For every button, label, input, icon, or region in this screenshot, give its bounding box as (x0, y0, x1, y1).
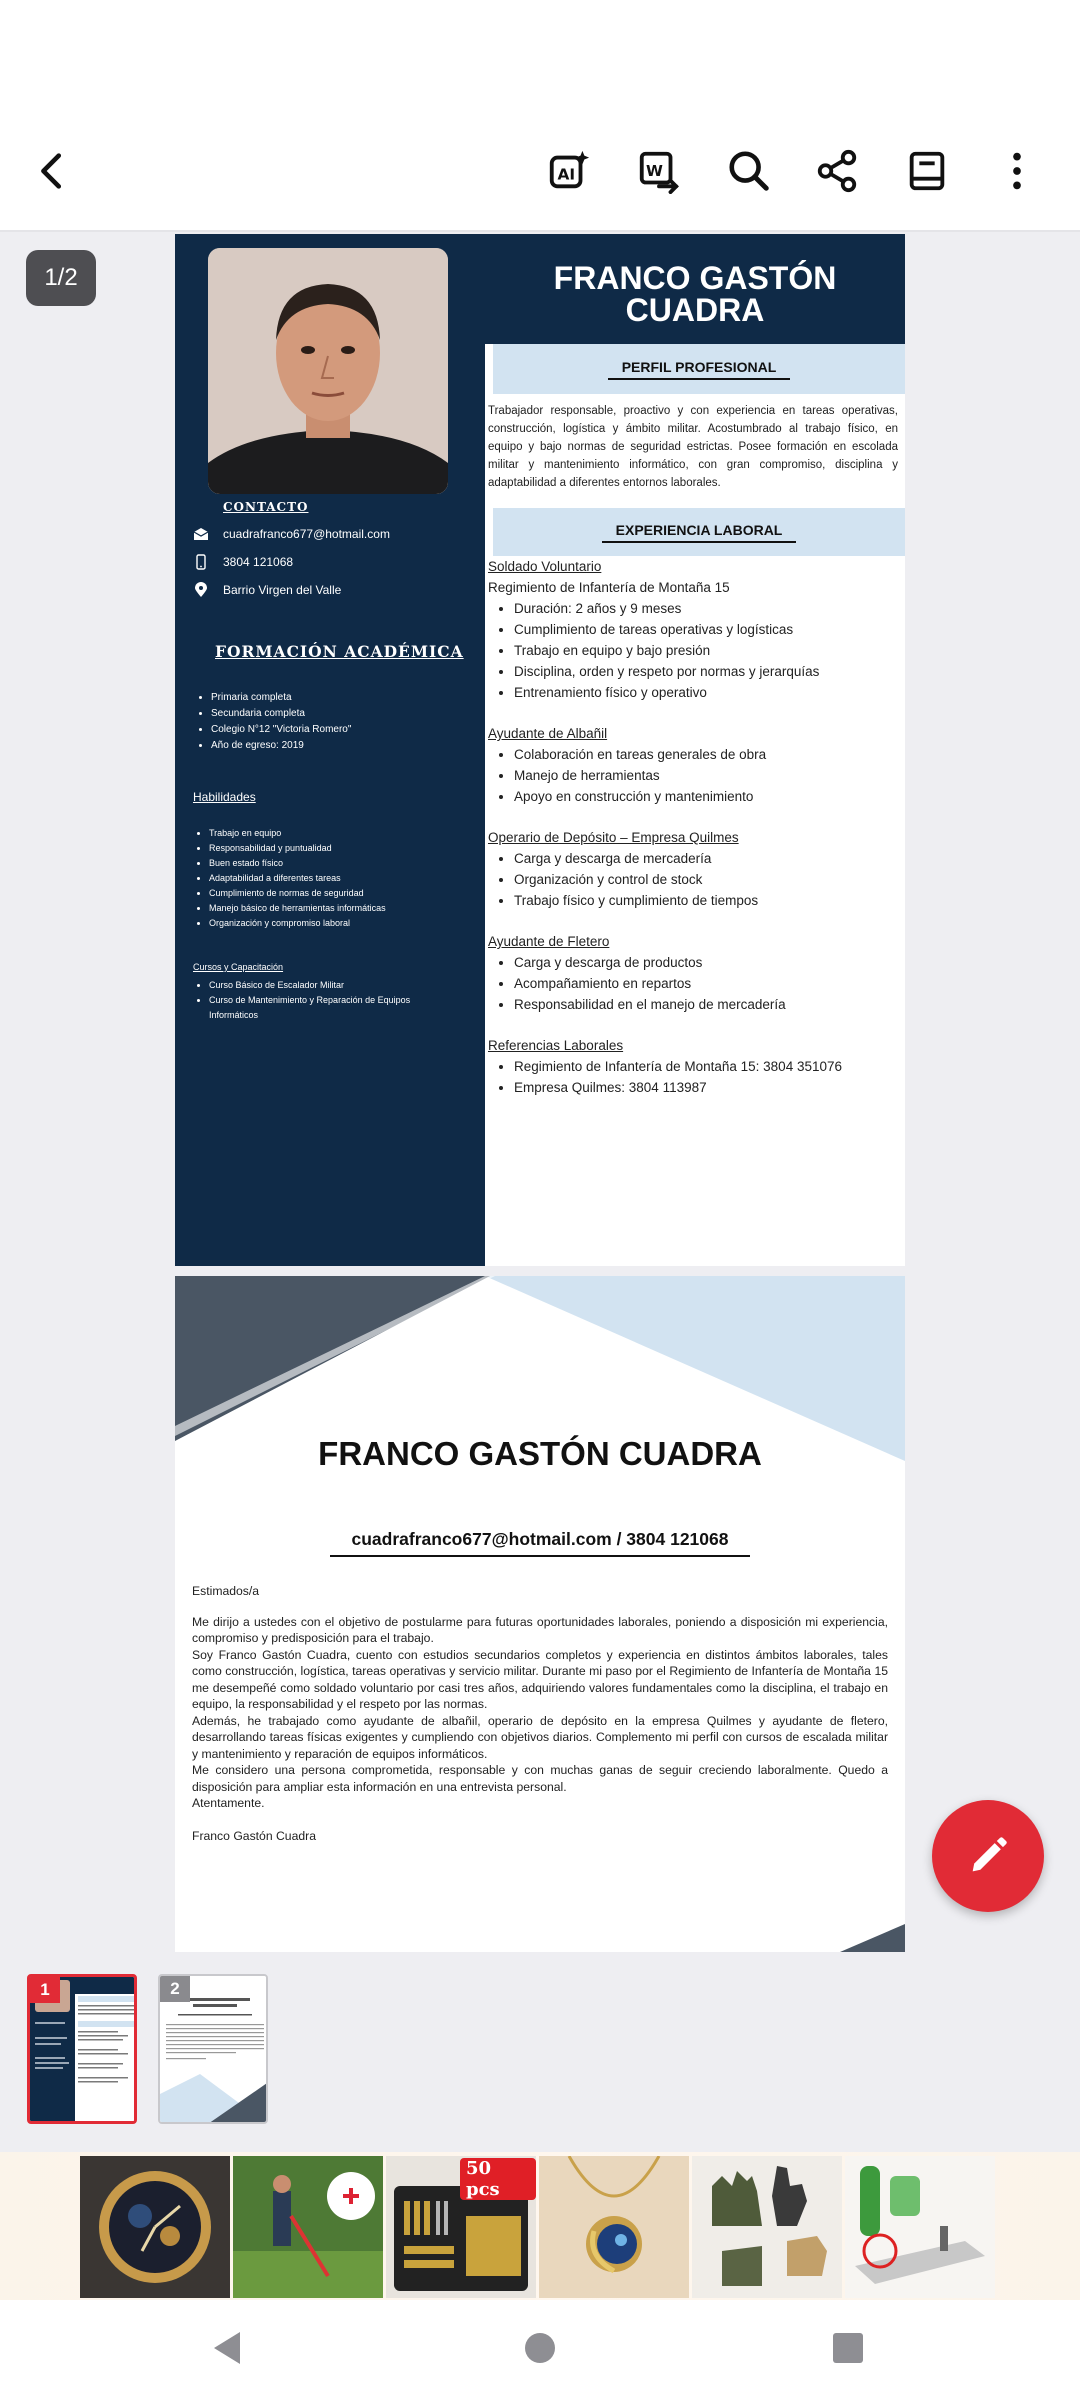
more-options-icon (994, 148, 1040, 194)
back-arrow-icon (30, 148, 76, 194)
courses-heading: Cursos y Capacitación (193, 962, 284, 972)
job-duty: • Disciplina, orden y respeto por normas y jerarquías (514, 661, 903, 682)
letter-paragraph: Me dirijo a ustedes con el objetivo de postularme para futuras oportunidades laborales, poniendo a disposición mi experiencia, compromiso y predisposición para el trabajo. (192, 1614, 888, 1645)
education-item: • Colegio N°12 "Victoria Romero" (211, 722, 351, 738)
profile-heading: PERFIL PROFESIONAL (608, 359, 791, 380)
job-subtitle: Regimiento de Infantería de Montaña 15 (488, 580, 730, 595)
page-thumbnail-1[interactable] (27, 1974, 137, 2124)
experience-heading-band (493, 508, 905, 556)
job-duty: • Trabajo en equipo y bajo presión (514, 640, 903, 661)
job-title: Operario de Depósito – Empresa Quilmes (488, 830, 739, 845)
location-pin-icon (193, 582, 209, 598)
system-navigation-bar (0, 2300, 1080, 2400)
contact-heading: CONTACTO (223, 500, 309, 514)
edit-button[interactable] (932, 1800, 1044, 1912)
skill-item: • Cumplimiento de normas de seguridad (209, 886, 386, 901)
ai-assistant-button[interactable] (538, 140, 600, 202)
svg-text:AI: AI (557, 165, 576, 184)
envelope-icon (193, 526, 209, 542)
reading-mode-button[interactable] (896, 140, 958, 202)
skill-item: • Responsabilidad y puntualidad (209, 841, 386, 856)
job-duties (488, 848, 903, 911)
education-item: • Primaria completa (211, 690, 351, 706)
letter-name-title: FRANCO GASTÓN CUADRA (318, 1435, 762, 1472)
profile-heading-band (493, 344, 905, 394)
phone-icon (193, 554, 209, 570)
trimmer-ad[interactable] (233, 2156, 383, 2298)
letter-paragraph: Soy Franco Gastón Cuadra, cuento con estudios secundarios completos y experiencia en distintos ámbitos laborales, tales como construcción, logística, tareas operativas y servicio militar. Durante mi paso por el Regimiento de Infantería de Montaña 15 me desempeñé como soldado voluntario por casi tres años, adquiriendo valores fundamentales como la disciplina, el trabajo en equipo, la responsabilidad y el respeto por las normas. (192, 1647, 888, 1711)
share-icon (814, 148, 860, 194)
courses-list (209, 978, 454, 1023)
svg-text:W: W (645, 161, 663, 180)
experience-heading: EXPERIENCIA LABORAL (602, 522, 797, 543)
search-icon (726, 148, 772, 194)
job-duty: • Responsabilidad en el manejo de mercadería (514, 994, 903, 1015)
share-button[interactable] (806, 140, 868, 202)
job-duty: • Carga y descarga de productos (514, 952, 903, 973)
job-duty: • Entrenamiento físico y operativo (514, 682, 903, 703)
letter-greeting: Estimados/a (192, 1584, 260, 1598)
skill-item: • Organización y compromiso laboral (209, 916, 386, 931)
reading-mode-icon (904, 148, 950, 194)
experience-section (488, 556, 903, 1098)
letter-paragraph: Además, he trabajado como ayudante de albañil, operario de depósito en la empresa Quilmes y ayudante de fletero, desarrollando tareas físicas exigentes y cumpliendo con objetivos diarios. Complemento mi perfil con cursos de escalada militar y mantenimiento y reparación de equipos informáticos. (192, 1713, 888, 1761)
education-heading: FORMACIÓN ACADÉMICA (215, 642, 464, 661)
education-item: • Año de egreso: 2019 (211, 738, 351, 754)
back-button[interactable] (22, 140, 84, 202)
drill-ad-label: 50 pcs (460, 2158, 536, 2200)
address-text: Barrio Virgen del Valle (223, 583, 342, 597)
references-list (488, 1056, 903, 1098)
gloves-ad[interactable] (692, 2156, 842, 2298)
education-item: • Secundaria completa (211, 706, 351, 722)
letter-signature: Franco Gastón Cuadra (192, 1828, 316, 1843)
phone-text: 3804 121068 (223, 555, 294, 569)
edit-pencil-icon (965, 1833, 1011, 1879)
job-duty: • Apoyo en construcción y mantenimiento (514, 786, 903, 807)
nav-recents-icon[interactable] (828, 2328, 868, 2368)
skills-list (209, 826, 386, 931)
skill-item: • Manejo básico de herramientas informáticas (209, 901, 386, 916)
pdf-page-2 (175, 1276, 905, 1952)
pdf-page-1 (175, 234, 905, 1266)
job-title: Ayudante de Albañil (488, 726, 608, 741)
necklace-ad[interactable] (539, 2156, 689, 2298)
letter-body (192, 1583, 888, 1844)
letter-closing: Atentamente. (192, 1796, 265, 1810)
profile-photo (208, 248, 448, 494)
nav-home-icon[interactable] (520, 2328, 560, 2368)
top-toolbar (0, 110, 1080, 232)
letter-paragraph: Me considero una persona comprometida, responsable y con muchas ganas de seguir creciendo laboralmente. Quedo a disposición para ampliar esta información en una entrevista personal. (192, 1763, 888, 1794)
references-title: Referencias Laborales (488, 1038, 624, 1053)
job-duties (488, 952, 903, 1015)
contact-phone (193, 554, 293, 570)
ai-assistant-icon (546, 148, 592, 194)
document-viewer[interactable] (0, 232, 1080, 1972)
watch-ad[interactable] (80, 2156, 230, 2298)
page-thumbnail-strip (0, 1952, 1080, 2152)
skill-item: • Adaptabilidad a diferentes tareas (209, 871, 386, 886)
thumbnail-number: 1 (30, 1977, 60, 2003)
skill-item: • Trabajo en equipo (209, 826, 386, 841)
resume-name-title: FRANCO GASTÓN CUADRA (485, 234, 905, 344)
job-duty: • Acompañamiento en repartos (514, 973, 903, 994)
letter-contact-line: cuadrafranco677@hotmail.com / 3804 121068 (330, 1529, 750, 1557)
convert-to-word-button[interactable] (628, 140, 690, 202)
education-list (211, 690, 351, 754)
profile-text: Trabajador responsable, proactivo y con experiencia en tareas operativas, construcción, logística y ámbito militar. Acostumbrado al trabajo físico, en equipo y bajo normas de seguridad estrictas. Posee formación en escolada militar y mantenimiento informático, con gran compromiso, disciplina y adaptabilidad a diferentes entornos laborales. (488, 405, 898, 489)
skills-heading: Habilidades (193, 790, 256, 804)
ad-banner[interactable] (0, 2152, 1080, 2300)
page-thumbnail-2[interactable] (158, 1974, 268, 2124)
job-duty: • Duración: 2 años y 9 meses (514, 598, 903, 619)
job-duty: • Trabajo físico y cumplimiento de tiempos (514, 890, 903, 911)
course-item: • Curso de Mantenimiento y Reparación de Equipos Informáticos (209, 993, 454, 1023)
drill-bits-ad[interactable] (386, 2156, 536, 2298)
more-options-button[interactable] (986, 140, 1048, 202)
job-title: Ayudante de Fletero (488, 934, 610, 949)
job-duty: • Manejo de herramientas (514, 765, 903, 786)
contact-address (193, 582, 341, 598)
job-duty: • Cumplimiento de tareas operativas y logísticas (514, 619, 903, 640)
job-duties (488, 598, 903, 703)
reference-item: • Regimiento de Infantería de Montaña 15: 3804 351076 (514, 1056, 903, 1077)
email-text: cuadrafranco677@hotmail.com (223, 527, 390, 541)
search-button[interactable] (718, 140, 780, 202)
job-duty: • Carga y descarga de mercadería (514, 848, 903, 869)
bottle-cutter-ad[interactable] (845, 2156, 995, 2298)
convert-to-word-icon (636, 148, 682, 194)
reference-item: • Empresa Quilmes: 3804 113987 (514, 1077, 903, 1098)
contact-email (193, 526, 390, 542)
job-duty: • Colaboración en tareas generales de obra (514, 744, 903, 765)
job-duties (488, 744, 903, 807)
resume-sidebar (175, 234, 485, 1266)
job-title: Soldado Voluntario (488, 559, 602, 574)
page-indicator: 1/2 (26, 250, 96, 306)
thumbnail-number: 2 (160, 1976, 190, 2002)
course-item: • Curso Básico de Escalador Militar (209, 978, 454, 993)
job-duty: • Organización y control de stock (514, 869, 903, 890)
status-bar-area (0, 0, 1080, 110)
skill-item: • Buen estado físico (209, 856, 386, 871)
nav-back-icon[interactable] (208, 2328, 248, 2368)
